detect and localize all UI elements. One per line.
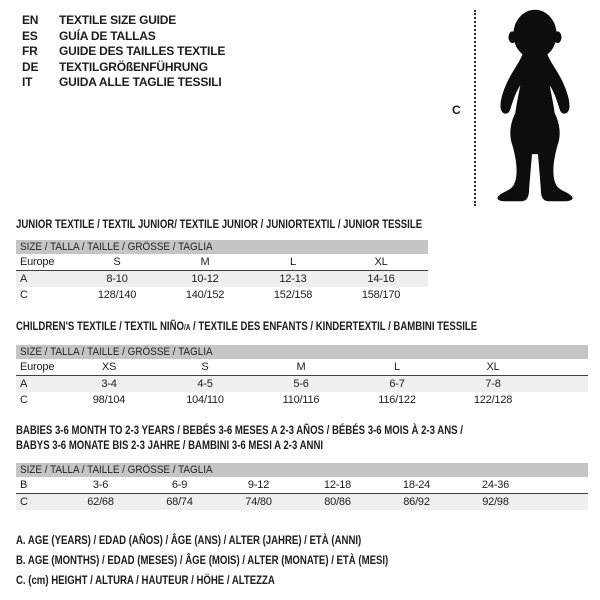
table-row-age [16,271,428,287]
age-cell: 8-10 [106,273,128,285]
children-section-title [16,319,592,333]
language-code: ES [22,28,38,43]
language-code: FR [22,44,38,58]
note-height-cm [16,570,481,590]
children-size-table [16,345,588,408]
babies-size-table [16,463,588,510]
size-cell: M [296,361,306,373]
row-label: C [20,496,28,508]
language-row-en [22,13,225,29]
table-row-europe [16,359,588,376]
size-cell: L [290,256,296,268]
children-section-title-text [16,319,477,333]
baby-silhouette-icon [479,6,589,206]
size-header-text: SIZE / TALLA / TAILLE / GRÖSSE / TAGLIA [20,346,213,358]
language-row-de [22,60,225,76]
age-cell: 5-6 [293,378,309,390]
language-code: IT [22,75,33,89]
size-cell: M [200,256,210,268]
size-header-bar [16,240,428,254]
height-cell: 128/140 [97,289,137,301]
size-cell: XL [486,361,500,373]
height-cell: 68/74 [166,496,193,508]
legend-notes [16,530,481,590]
height-cell: 80/86 [324,496,351,508]
table-row-europe [16,254,428,271]
size-cell: XS [101,361,117,373]
babies-section-title [16,423,575,452]
height-cell: 110/116 [282,394,320,406]
note-text: C. (cm) HEIGHT / ALTURA / HAUTEUR / HÖHE / ALTEZZA [16,573,275,587]
note-age-years [16,530,481,550]
note-age-months [16,550,481,570]
language-code: EN [22,13,39,27]
size-header-text: SIZE / TALLA / TAILLE / GRÖSSE / TAGLIA [20,241,213,253]
age-cell: 9-12 [247,479,270,491]
height-cell: 122/128 [473,394,513,406]
height-cell: 152/158 [273,289,313,301]
note-text: B. AGE (MONTHS) / EDAD (MESES) / ÂGE (MOIS) / ALTER (MONATE) / ETÀ (MESI) [16,553,389,567]
height-measure-line [474,10,476,206]
height-cell: 92/98 [482,496,509,508]
size-cell: S [113,256,121,268]
age-cell: 3-6 [92,479,109,491]
table-row-height [16,287,428,303]
language-row-fr [22,44,225,60]
language-title: GUIDE DES TAILLES TEXTILE [59,44,226,58]
age-cell: 18-24 [402,479,431,491]
age-cell: 6-9 [171,479,188,491]
size-header-bar [16,345,588,359]
language-list [22,13,225,91]
age-cell: 12-18 [323,479,352,491]
height-cell: 140/152 [185,289,225,301]
row-label: Europe [20,256,55,268]
age-cell: 12-13 [279,273,307,285]
age-cell: 6-7 [389,378,405,390]
children-title-prefix: CHILDREN'S TEXTILE / TEXTIL NIÑO [16,319,184,333]
size-cell: S [201,361,209,373]
age-cell: 3-4 [101,378,117,390]
age-cell: 10-12 [191,273,219,285]
height-cell: 158/170 [361,289,401,301]
height-cell: 86/92 [403,496,430,508]
language-row-es [22,29,225,45]
age-cell: 24-36 [481,479,510,491]
table-row-height [16,392,588,408]
height-cell: 74/80 [245,496,272,508]
babies-section-title-line1: BABIES 3-6 MONTH TO 2-3 YEARS / BEBÉS 3-6 MESES A 2-3 AÑOS / BÉBÉS 3-6 MOIS À 2-3 ANS / [16,423,463,437]
language-title: TEXTILE SIZE GUIDE [59,13,177,27]
row-label: A [20,378,28,390]
language-title: GUÍA DE TALLAS [59,28,156,43]
height-measure-label: C [452,103,461,117]
size-header-bar [16,463,588,477]
table-row-height [16,494,588,510]
size-header-text: SIZE / TALLA / TAILLE / GRÖSSE / TAGLIA [20,464,213,476]
row-label: C [20,289,28,301]
junior-section-title-text: JUNIOR TEXTILE / TEXTIL JUNIOR/ TEXTILE JUNIOR / JUNIORTEXTIL / JUNIOR TESSILE [16,217,423,231]
language-title: GUIDA ALLE TAGLIE TESSILI [59,75,222,89]
junior-size-table [16,240,428,303]
language-title: TEXTILGRÖßENFÜHRUNG [59,59,208,74]
children-title-suffix: / TEXTILE DES ENFANTS / KINDERTEXTIL / BAMBINI TESSILE [190,319,478,333]
height-cell: 98/104 [92,394,126,406]
row-label: B [20,479,28,491]
junior-section-title [16,217,524,231]
row-label: C [20,394,28,406]
height-cell: 116/122 [378,394,416,406]
height-cell: 62/68 [87,496,114,508]
row-label: Europe [20,361,55,373]
age-cell: 7-8 [485,378,501,390]
table-row-age [16,376,588,392]
children-title-subscript: /A [183,323,191,332]
age-cell: 14-16 [367,273,395,285]
height-cell: 104/110 [186,394,224,406]
babies-section-title-line2: BABYS 3-6 MONATE BIS 2-3 JAHRE / BAMBINI 3-6 MESI A 2-3 ANNI [16,437,324,452]
size-cell: XL [374,256,388,268]
table-row-age-months [16,477,588,494]
language-code: DE [22,59,39,74]
language-row-it [22,75,225,91]
age-cell: 4-5 [197,378,213,390]
row-label: A [20,273,28,285]
note-text: A. AGE (YEARS) / EDAD (AÑOS) / ÂGE (ANS) / ALTER (JAHRE) / ETÀ (ANNI) [16,533,362,547]
size-cell: L [394,361,400,373]
